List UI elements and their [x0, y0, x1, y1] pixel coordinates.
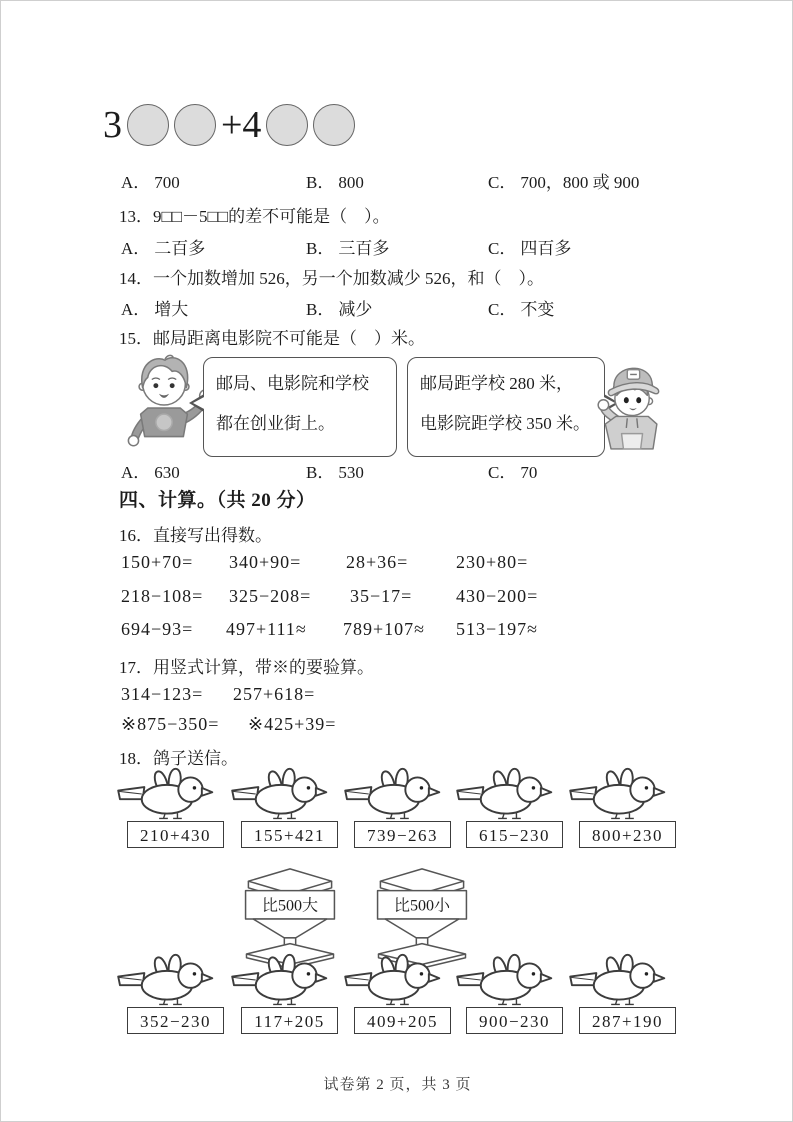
pigeon-icon: [450, 953, 562, 1007]
letter-expression-box: 900−230: [466, 1007, 563, 1034]
q12-option-a: A． 700: [121, 173, 180, 192]
q17-expression: ※875−350=: [121, 714, 220, 734]
q18-stem: 18．鸽子送信。: [119, 749, 238, 768]
q12-expression: [103, 103, 355, 147]
bubble-left-line2: 都在创业街上。: [216, 414, 335, 433]
pigeon-icon: [338, 767, 450, 821]
q16-expression: 218−108=: [121, 586, 204, 606]
q13-option-c: C． 四百多: [488, 239, 572, 258]
letter-expression-box: 739−263: [354, 821, 451, 848]
q13-option-a: A． 二百多: [121, 239, 206, 258]
q12-option-b: B． 800: [306, 173, 364, 192]
q15-option-c: C． 70: [488, 463, 538, 482]
placeholder-circle-icon: [174, 104, 216, 146]
mailbox-label: 比500小: [393, 897, 451, 915]
letter-expression-box: 210+430: [127, 821, 224, 848]
q15-option-b: B． 530: [306, 463, 364, 482]
q17-expression: 257+618=: [233, 684, 316, 704]
q16-expression: 430−200=: [456, 586, 539, 606]
q14-option-a: A． 增大: [121, 300, 189, 319]
q16-expression: 230+80=: [456, 552, 529, 572]
mailbox-label: 比500大: [261, 897, 319, 915]
q16-expression: 789+107≈: [343, 619, 426, 639]
q12-digit-3: 3: [103, 104, 122, 146]
q15-stem: 15．邮局距离电影院不可能是（ ）米。: [119, 329, 425, 348]
speech-bubble-left: [203, 357, 397, 457]
q12-plus-4: +4: [221, 104, 262, 146]
q16-stem: 16．直接写出得数。: [119, 526, 272, 545]
bubble-left-line1: 邮局、电影院和学校: [216, 374, 369, 393]
q16-expression: 28+36=: [346, 552, 409, 572]
q13-option-b: B． 三百多: [306, 239, 390, 258]
pigeon-icon: [563, 767, 675, 821]
placeholder-circle-icon: [313, 104, 355, 146]
placeholder-circle-icon: [266, 104, 308, 146]
pigeon-icon: [111, 953, 223, 1007]
q12-option-c: C． 700，800 或 900: [488, 173, 640, 192]
letter-expression-box: 155+421: [241, 821, 338, 848]
q14-option-b: B． 减少: [306, 300, 373, 319]
pigeon-icon: [563, 953, 675, 1007]
q13-stem: 13．9□□－5□□的差不可能是（ ）。: [119, 207, 390, 226]
bubble-right-line1: 邮局距学校 280 米，: [420, 374, 573, 393]
pigeon-icon: [225, 767, 337, 821]
letter-expression-box: 409+205: [354, 1007, 451, 1034]
pigeon-icon: [225, 953, 337, 1007]
speech-bubble-right: [407, 357, 605, 457]
q16-expression: 325−208=: [229, 586, 312, 606]
pigeon-icon: [450, 767, 562, 821]
q17-expression: ※425+39=: [248, 714, 337, 734]
section-4-title: 四、计算。（共 20 分）: [119, 490, 316, 511]
q14-stem: 14．一个加数增加 526，另一个加数减少 526，和（ ）。: [119, 269, 544, 288]
bubble-tail: [193, 396, 206, 410]
q14-option-c: C． 不变: [488, 300, 555, 319]
letter-expression-box: 800+230: [579, 821, 676, 848]
cap-kid-cartoon-icon: [591, 349, 675, 461]
pigeon-icon: [111, 767, 223, 821]
letter-expression-box: 615−230: [466, 821, 563, 848]
page-footer: 试卷第 2 页，共 3 页: [323, 1077, 472, 1093]
bubble-right-line2: 电影院距学校 350 米。: [420, 414, 590, 433]
q16-expression: 497+111≈: [226, 619, 307, 639]
letter-expression-box: 352−230: [127, 1007, 224, 1034]
q17-stem: 17．用竖式计算，带※的要验算。: [119, 658, 374, 677]
q16-expression: 340+90=: [229, 552, 302, 572]
q17-expression: 314−123=: [121, 684, 204, 704]
placeholder-circle-icon: [127, 104, 169, 146]
letter-expression-box: 117+205: [241, 1007, 338, 1034]
q16-expression: 150+70=: [121, 552, 194, 572]
pigeon-icon: [338, 953, 450, 1007]
q16-expression: 513−197≈: [456, 619, 539, 639]
q16-expression: 694−93=: [121, 619, 194, 639]
letter-expression-box: 287+190: [579, 1007, 676, 1034]
q16-expression: 35−17=: [350, 586, 413, 606]
q15-option-a: A． 630: [121, 463, 180, 482]
